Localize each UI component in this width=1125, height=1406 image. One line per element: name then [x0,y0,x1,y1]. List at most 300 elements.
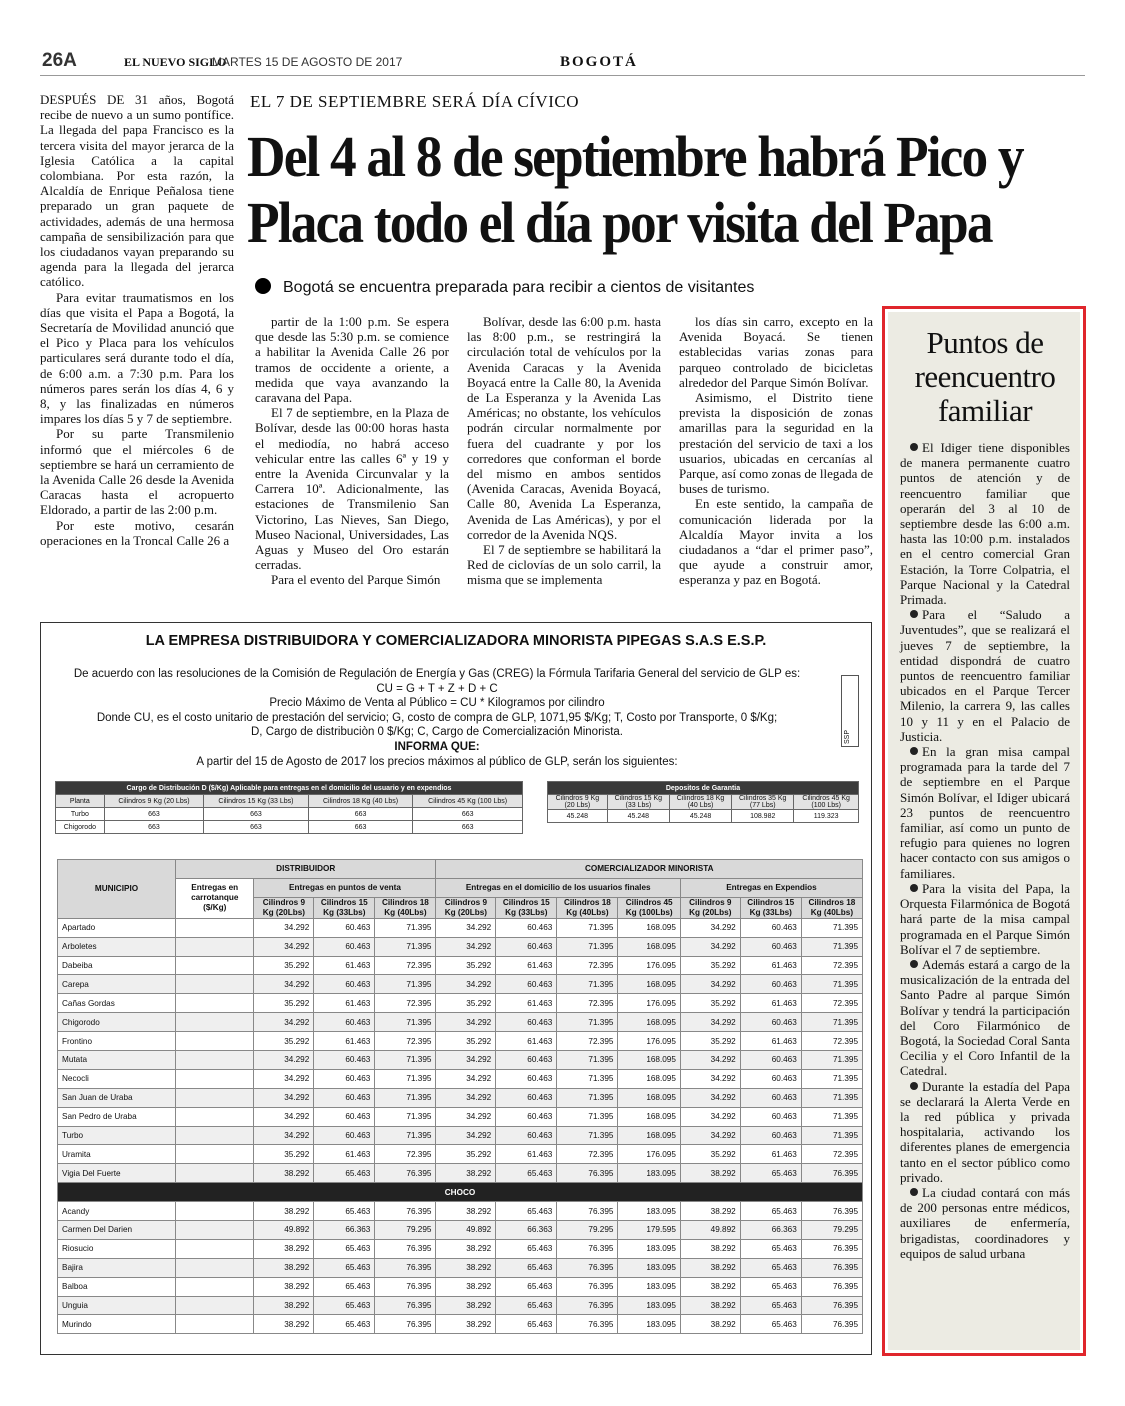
bullet-icon [910,884,918,892]
price-cell: 60.463 [740,918,801,937]
price-cell: 71.395 [375,1069,436,1088]
price-cell: 168.095 [618,918,680,937]
municipio-cell: Mutata [58,1051,176,1070]
bullet-icon [910,443,918,451]
price-cell: 34.292 [254,918,314,937]
price-cell: 176.095 [618,994,680,1013]
price-cell: 60.463 [314,918,375,937]
paragraph: Para el evento del Parque Simón [271,572,441,588]
municipio-cell: Chigorodo [58,1013,176,1032]
carrotanque-cell [176,937,254,956]
table-row [58,1202,863,1221]
price-cell: 71.395 [801,1107,862,1126]
table-row [58,1013,863,1032]
price-cell: 60.463 [496,1088,557,1107]
price-cell: 34.292 [680,937,740,956]
article-headline: Del 4 al 8 de septiembre habrá Pico y Placa todo el día por visita del Papa [247,124,1023,255]
price-cell: 72.395 [801,1145,862,1164]
price-cell: 168.095 [618,975,680,994]
price-cell: 60.463 [496,1069,557,1088]
carrotanque-cell [176,1013,254,1032]
price-cell: 38.292 [436,1258,496,1277]
price-cell: 72.395 [557,994,618,1013]
table-cell: 663 [413,808,523,821]
price-cell: 35.292 [436,994,496,1013]
price-cell: 71.395 [557,1069,618,1088]
price-cell: 35.292 [254,994,314,1013]
table-cell: 663 [308,821,413,834]
price-cell: 71.395 [375,1013,436,1032]
ad-line-2: Precio Máximo de Venta al Público = CU * Kilogramos por cilindro [269,697,605,710]
price-cell: 71.395 [801,975,862,994]
price-cell: 65.463 [496,1315,557,1334]
price-cell: 71.395 [375,1088,436,1107]
carrotanque-cell [176,956,254,975]
table-row [58,918,863,937]
price-cell: 61.463 [496,994,557,1013]
price-cell: 183.095 [618,1277,680,1296]
price-cell: 66.363 [496,1221,557,1240]
price-cell: 38.292 [254,1258,314,1277]
price-cell: 35.292 [436,1032,496,1051]
municipio-cell: Bajira [58,1258,176,1277]
price-cell: 76.395 [557,1258,618,1277]
table-cell: Turbo [56,808,105,821]
price-cell: 60.463 [314,1069,375,1088]
price-cell: 61.463 [314,1145,375,1164]
municipio-cell: Arboletes [58,937,176,956]
price-cell: 60.463 [740,1069,801,1088]
table-row [58,1069,863,1088]
price-cell: 65.463 [496,1164,557,1183]
price-cell: 183.095 [618,1164,680,1183]
price-cell: 60.463 [740,1051,801,1070]
t1-header: Cilindros 18 Kg (40 Lbs) [308,795,413,808]
price-cell: 60.463 [314,1126,375,1145]
bullet-icon [910,747,918,755]
t2-header: Cilindros 18 Kg (40 Lbs) [669,795,731,810]
page-header [40,48,1085,76]
region-separator [58,1183,863,1202]
th-cylinder: Cilindros 18 Kg (40Lbs) [375,897,436,918]
price-cell: 76.395 [801,1164,862,1183]
price-cell: 34.292 [680,918,740,937]
price-cell: 65.463 [314,1296,375,1315]
paragraph: partir de la 1:00 p.m. Se espera que desde las 5:30 p.m. se comience a habilitar la Avenida Calle 26 por tramos de occidente a oriente, a medida que vaya avanzando la caravana del Papa. [255,314,449,406]
ad-line-1: De acuerdo con las resoluciones de la Comisión de Regulación de Energía y Gas (CREG) la Fórmula Tarifaria General del servicio de GLP es: [73,668,801,680]
table-row [58,937,863,956]
price-cell: 49.892 [680,1221,740,1240]
carrotanque-cell [176,994,254,1013]
paragraph: Bolívar, desde las 6:00 p.m. hasta las 8:00 p.m., se restringirá la circulación total de vehículos por la Avenida Caracas y la Avenida Boyacá entre la Calle 80, la Avenida de La Esperanza y la Avenida Las Américas; no obstante, los vehículos podrán circular normalmente por fuera del cuadrante y por los corredores que conforman el borde del mismo en ambos sentidos (Avenida Caracas, Avenida Boyacá, Calle 80, Avenida La Esperanza, Avenida de Las Américas), y por el corredor de la Avenida NQS. [467,314,661,542]
price-cell: 71.395 [557,1088,618,1107]
price-cell: 79.295 [375,1221,436,1240]
article-column-2 [255,314,449,588]
price-cell: 65.463 [740,1296,801,1315]
price-cell: 34.292 [254,975,314,994]
price-cell: 60.463 [314,1107,375,1126]
table-row [58,975,863,994]
price-cell: 49.892 [254,1221,314,1240]
th-cylinder: Cilindros 18 Kg (40Lbs) [801,897,862,918]
price-cell: 183.095 [618,1296,680,1315]
th-cylinder: Cilindros 45 Kg (100Lbs) [618,897,680,918]
t1-header: Planta [56,795,105,808]
price-cell: 34.292 [436,1126,496,1145]
t2-header: Cilindros 35 Kg (77 Lbs) [732,795,794,810]
price-cell: 60.463 [740,975,801,994]
price-cell: 38.292 [680,1315,740,1334]
price-cell: 38.292 [680,1277,740,1296]
page-number: 26A [42,50,77,71]
price-cell: 176.095 [618,1032,680,1051]
price-cell: 72.395 [557,1145,618,1164]
price-cell: 79.295 [557,1221,618,1240]
table-row [58,1051,863,1070]
sidebar-item-text: Además estará a cargo de la musicalización de la entrada del Santo Padre al parque Simón Bolívar y tendrá la participación del Coro Filarmónico de Bogotá, la Sociedad Coral Santa Cecilia y el Coro Infantil de la Catedral. [900,956,1070,1079]
carrotanque-cell [176,1069,254,1088]
sidebar-item-text: Durante la estadía del Papa se declarará la Alerta Verde en la red pública y privada hospitalaria, activando los diferentes planes de emergencia tanto en el sector público como privado. [900,1078,1070,1185]
price-cell: 168.095 [618,1069,680,1088]
price-cell: 34.292 [254,1126,314,1145]
price-cell: 34.292 [254,1088,314,1107]
article-column-4 [679,314,873,588]
ad-informa: INFORMA QUE: [394,740,480,753]
carrotanque-cell [176,1296,254,1315]
price-cell: 65.463 [314,1202,375,1221]
th-municipio: MUNICIPIO [58,860,176,919]
price-cell: 71.395 [801,918,862,937]
price-cell: 34.292 [680,1126,740,1145]
sidebar-text [900,440,1070,1261]
price-cell: 168.095 [618,1088,680,1107]
price-cell: 65.463 [314,1277,375,1296]
ad-line-5: A partir del 15 de Agosto de 2017 los precios máximos al público de GLP, serán los siguientes: [196,755,678,768]
masthead: EL NUEVO SIGLO [124,55,227,69]
price-cell: 34.292 [254,1107,314,1126]
ad-title: LA EMPRESA DISTRIBUIDORA Y COMERCIALIZADORA MINORISTA PIPEGAS S.A.S E.S.P. [145,633,767,649]
carrotanque-cell [176,1126,254,1145]
t2-header: Cilindros 9 Kg (20 Lbs) [548,795,608,810]
price-cell: 35.292 [436,1145,496,1164]
price-cell: 71.395 [801,1013,862,1032]
sidebar-item [900,744,1070,881]
table-cell: 663 [413,821,523,834]
price-cell: 76.395 [375,1315,436,1334]
price-cell: 72.395 [375,1032,436,1051]
price-cell: 60.463 [740,1088,801,1107]
price-cell: 60.463 [496,937,557,956]
paragraph: En este sentido, la campaña de comunicación liderada por la Alcaldía Mayor invita a los ciudadanos a “dar el primer paso”, que ayude a construir amor, esperanza y paz en Bogotá. [679,496,873,588]
price-cell: 76.395 [801,1202,862,1221]
price-cell: 76.395 [375,1239,436,1258]
table-cell: 119.323 [794,810,859,823]
table-row [58,1277,863,1296]
th-cylinder: Cilindros 15 Kg (33Lbs) [314,897,375,918]
paragraph: Por su parte Transmilenio informó que el miércoles 6 de septiembre se hará un cerramiento de la Avenida Calle 26 desde la Avenida Caracas hasta el acropuerto Eldorado, a partir de las 2:00 p.m. [40,426,234,518]
municipio-cell: San Juan de Uraba [58,1088,176,1107]
price-cell: 34.292 [680,1107,740,1126]
sidebar-item-text: Para el “Saludo a Juventudes”, que se realizará el jueves 7 de septiembre, la entidad dispondrá de cuatro puntos de reencuentro familiar ubicados en el Parque Tercer Milenio, la carrera 9, las calles 10 y 11 y en el Palacio de Justicia. [900,607,1070,744]
price-cell: 60.463 [496,1107,557,1126]
price-cell: 60.463 [496,1126,557,1145]
price-cell: 76.395 [801,1258,862,1277]
table-row [58,994,863,1013]
sidebar-item-text: El Idiger tiene disponibles de manera permanente cuatro puntos de atención y de reencuentro familiar que operarán del 3 al 10 de septiembre desde las 6:00 a.m. hasta las 10:00 p.m. instalados en el centro comercial Gran Estación, la Torre Colpatria, el Parque Nacional y la Catedral Primada. [900,440,1070,608]
price-cell: 61.463 [496,1032,557,1051]
carrotanque-cell [176,1258,254,1277]
price-cell: 34.292 [436,1088,496,1107]
price-cell: 60.463 [314,1088,375,1107]
price-cell: 60.463 [314,1051,375,1070]
table-row [58,1315,863,1334]
price-cell: 71.395 [375,1051,436,1070]
price-cell: 34.292 [680,1013,740,1032]
price-cell: 71.395 [375,975,436,994]
paragraph: El 7 de septiembre se habilitará la Red de ciclovías de un solo carril, la misma que se implementa [467,542,661,588]
price-cell: 72.395 [375,1145,436,1164]
carrotanque-cell [176,1088,254,1107]
table-cell: 45.248 [669,810,731,823]
ad-line-4: D, Cargo de distribuciòn 0 $/Kg; C, Cargo de Comercialización Minorista. [251,726,623,739]
price-cell: 60.463 [314,937,375,956]
price-cell: 71.395 [801,1088,862,1107]
price-cell: 76.395 [557,1315,618,1334]
t2-header: Cilindros 45 Kg (100 Lbs) [794,795,859,810]
table-cell: 663 [308,808,413,821]
price-cell: 71.395 [557,937,618,956]
price-cell: 65.463 [496,1258,557,1277]
price-cell: 34.292 [254,1051,314,1070]
price-cell: 35.292 [680,956,740,975]
price-cell: 35.292 [254,956,314,975]
price-table [57,859,863,1334]
price-cell: 65.463 [740,1239,801,1258]
price-cell: 34.292 [254,937,314,956]
price-cell: 65.463 [496,1202,557,1221]
price-cell: 72.395 [375,956,436,975]
price-cell: 38.292 [254,1202,314,1221]
price-cell: 61.463 [314,994,375,1013]
sidebar-item [900,957,1070,1079]
price-cell: 76.395 [557,1164,618,1183]
price-cell: 61.463 [740,956,801,975]
article-kicker: EL 7 DE SEPTIEMBRE SERÁ DÍA CÍVICO [250,92,579,111]
price-cell: 60.463 [314,1013,375,1032]
price-cell: 176.095 [618,1145,680,1164]
sidebar-item-text: La ciudad contará con más de 200 personas entre médicos, auxiliares de enfermería, brigadistas, coordinadores y equipos de salud urbana [900,1184,1070,1261]
price-cell: 71.395 [557,1107,618,1126]
carrotanque-cell [176,1315,254,1334]
price-cell: 61.463 [496,1145,557,1164]
price-cell: 76.395 [375,1164,436,1183]
price-cell: 71.395 [557,918,618,937]
price-cell: 71.395 [557,1051,618,1070]
th-cylinder: Cilindros 15 Kg (33Lbs) [740,897,801,918]
price-cell: 76.395 [801,1277,862,1296]
th-cylinder: Cilindros 9 Kg (20Lbs) [680,897,740,918]
bullet-icon [910,960,918,968]
price-cell: 71.395 [801,1069,862,1088]
price-cell: 38.292 [680,1164,740,1183]
sidebar-item [900,607,1070,744]
municipio-cell: Carepa [58,975,176,994]
municipio-cell: Balboa [58,1277,176,1296]
t1-header: Cilindros 9 Kg (20 Lbs) [104,795,203,808]
price-cell: 61.463 [496,956,557,975]
price-cell: 38.292 [254,1239,314,1258]
municipio-cell: Turbo [58,1126,176,1145]
price-cell: 168.095 [618,1107,680,1126]
price-cell: 183.095 [618,1239,680,1258]
price-cell: 71.395 [801,1126,862,1145]
price-cell: 34.292 [680,975,740,994]
th-carrotanque: Entregas en carrotanque ($/Kg) [176,878,254,918]
price-cell: 76.395 [557,1202,618,1221]
price-cell: 72.395 [801,956,862,975]
price-cell: 49.892 [436,1221,496,1240]
price-cell: 72.395 [375,994,436,1013]
table-row [58,1145,863,1164]
ad-formula: CU = G + T + Z + D + C [376,682,498,695]
th-cylinder: Cilindros 15 Kg (33Lbs) [496,897,557,918]
price-cell: 176.095 [618,956,680,975]
municipio-cell: Dabeiba [58,956,176,975]
price-cell: 65.463 [314,1164,375,1183]
th-distribuidor: DISTRIBUIDOR [176,860,436,879]
price-cell: 35.292 [436,956,496,975]
th-domicilio: Entregas en el domicilio de los usuarios finales [436,878,680,897]
price-cell: 35.292 [254,1145,314,1164]
price-cell: 71.395 [557,1126,618,1145]
sidebar-box [882,306,1086,1356]
municipio-cell: Riosucio [58,1239,176,1258]
price-cell: 35.292 [680,1145,740,1164]
price-cell: 76.395 [557,1239,618,1258]
carrotanque-cell [176,1221,254,1240]
th-cylinder: Cilindros 9 Kg (20Lbs) [254,897,314,918]
price-cell: 76.395 [801,1296,862,1315]
t1-title: Cargo de Distribución D ($/Kg) Aplicable para entregas en el domicilio del usuario y en expendios [56,782,523,795]
price-cell: 76.395 [375,1277,436,1296]
table-cell: 663 [104,808,203,821]
municipio-cell: Murindo [58,1315,176,1334]
price-cell: 34.292 [436,1107,496,1126]
carrotanque-cell [176,918,254,937]
price-cell: 183.095 [618,1202,680,1221]
table-row [58,1107,863,1126]
price-cell: 38.292 [680,1202,740,1221]
price-cell: 71.395 [557,975,618,994]
price-cell: 72.395 [801,1032,862,1051]
price-cell: 38.292 [680,1296,740,1315]
price-cell: 65.463 [496,1277,557,1296]
price-cell: 38.292 [680,1258,740,1277]
price-cell: 76.395 [557,1277,618,1296]
table-cell: Chigorodo [56,821,105,834]
price-cell: 38.292 [436,1296,496,1315]
table-row [58,1258,863,1277]
paragraph: DESPUÉS DE 31 años, Bogotá recibe de nuevo a un sumo pontífice. La llegada del papa Francisco es la tercera visita del mayor jerarca de la Iglesia Católica a la capital colombiana. Por esta razón, la Alcaldía de Enrique Peñalosa tiene preparado un gran paquete de actividades, además de una hermosa campaña de sensibilización para que los ciudadanos vayan preparando su agenda para la llegada del jerarca católico. [40,92,234,290]
price-cell: 76.395 [801,1315,862,1334]
price-cell: 71.395 [375,1126,436,1145]
paragraph: Por este motivo, cesarán operaciones en la Troncal Calle 26 a [40,517,234,548]
price-cell: 60.463 [740,1013,801,1032]
sidebar-item-text: En la gran misa campal programada para la tarde del 7 de septiembre en el Parque Simón Bolívar, el Idiger ubicará 23 puntos de reencuentro familiar, así como un punto de refugio para quienes no logren hacer contacto con sus amigos o familiares. [900,744,1070,881]
municipio-cell: Vigia Del Fuerte [58,1164,176,1183]
table-row [56,808,523,821]
price-cell: 76.395 [557,1296,618,1315]
municipio-cell: Acandy [58,1202,176,1221]
sidebar-item [900,1079,1070,1185]
price-cell: 71.395 [801,937,862,956]
price-cell: 60.463 [496,975,557,994]
table-row [58,1221,863,1240]
price-cell: 72.395 [557,956,618,975]
municipio-cell: Uramita [58,1145,176,1164]
bullet-icon [255,278,271,294]
issue-date: MARTES 15 DE AGOSTO DE 2017 [212,55,403,69]
paragraph: El 7 de septiembre, en la Plaza de Bolívar, desde las 00:00 horas hasta el mediodía, no habrá acceso vehicular entre las calles 6ª y 19 y entre la Avenida Circunvalar y la Carrera 10ª. Adicionalmente, las estaciones de Transmilenio San Victorino, Las Nieves, San Diego, Museo Nacional, Universidades, Las Aguas y Museo del Oro estarán cerradas. [255,405,449,573]
price-cell: 61.463 [740,1032,801,1051]
price-cell: 34.292 [436,937,496,956]
price-cell: 34.292 [680,1051,740,1070]
carrotanque-cell [176,1145,254,1164]
price-cell: 34.292 [254,1069,314,1088]
table-row [58,1032,863,1051]
price-cell: 38.292 [436,1277,496,1296]
table-row [58,1088,863,1107]
price-cell: 72.395 [801,994,862,1013]
price-cell: 38.292 [436,1239,496,1258]
bullet-icon [910,1188,918,1196]
price-cell: 65.463 [740,1202,801,1221]
price-cell: 34.292 [436,918,496,937]
price-cell: 38.292 [254,1296,314,1315]
price-cell: 71.395 [801,1051,862,1070]
article-column-1 [40,92,234,548]
price-cell: 65.463 [740,1258,801,1277]
price-cell: 60.463 [740,937,801,956]
distribution-charge-table [55,781,523,834]
price-cell: 71.395 [375,937,436,956]
municipio-cell: Necocli [58,1069,176,1088]
price-cell: 65.463 [740,1164,801,1183]
price-cell: 34.292 [254,1013,314,1032]
price-cell: 34.292 [436,1013,496,1032]
price-cell: 168.095 [618,1013,680,1032]
price-cell: 71.395 [557,1013,618,1032]
municipio-cell: Cañas Gordas [58,994,176,1013]
price-cell: 65.463 [496,1296,557,1315]
price-cell: 60.463 [496,1051,557,1070]
sidebar-item [900,881,1070,957]
table-row [58,1239,863,1258]
price-cell: 60.463 [314,975,375,994]
advertisement [40,622,872,1355]
sidebar-item [900,440,1070,607]
price-cell: 71.395 [375,918,436,937]
price-cell: 35.292 [254,1032,314,1051]
carrotanque-cell [176,1277,254,1296]
table-row [58,956,863,975]
sidebar-item [900,1185,1070,1261]
table-cell: 108.982 [732,810,794,823]
table-row [56,821,523,834]
paragraph: Para evitar traumatismos en los días que visita el Papa a Bogotá, la Secretaría de Movilidad anunció que el Pico y Placa para los vehículos particulares será durante todo el día, de 6:00 a.m. a 7:30 p.m. Para los números pares serán los días 4, 6 y 8, y las finalizadas en números impares los días 5 y 7 de septiembre. [40,289,234,427]
price-cell: 65.463 [314,1239,375,1258]
price-cell: 34.292 [680,1069,740,1088]
